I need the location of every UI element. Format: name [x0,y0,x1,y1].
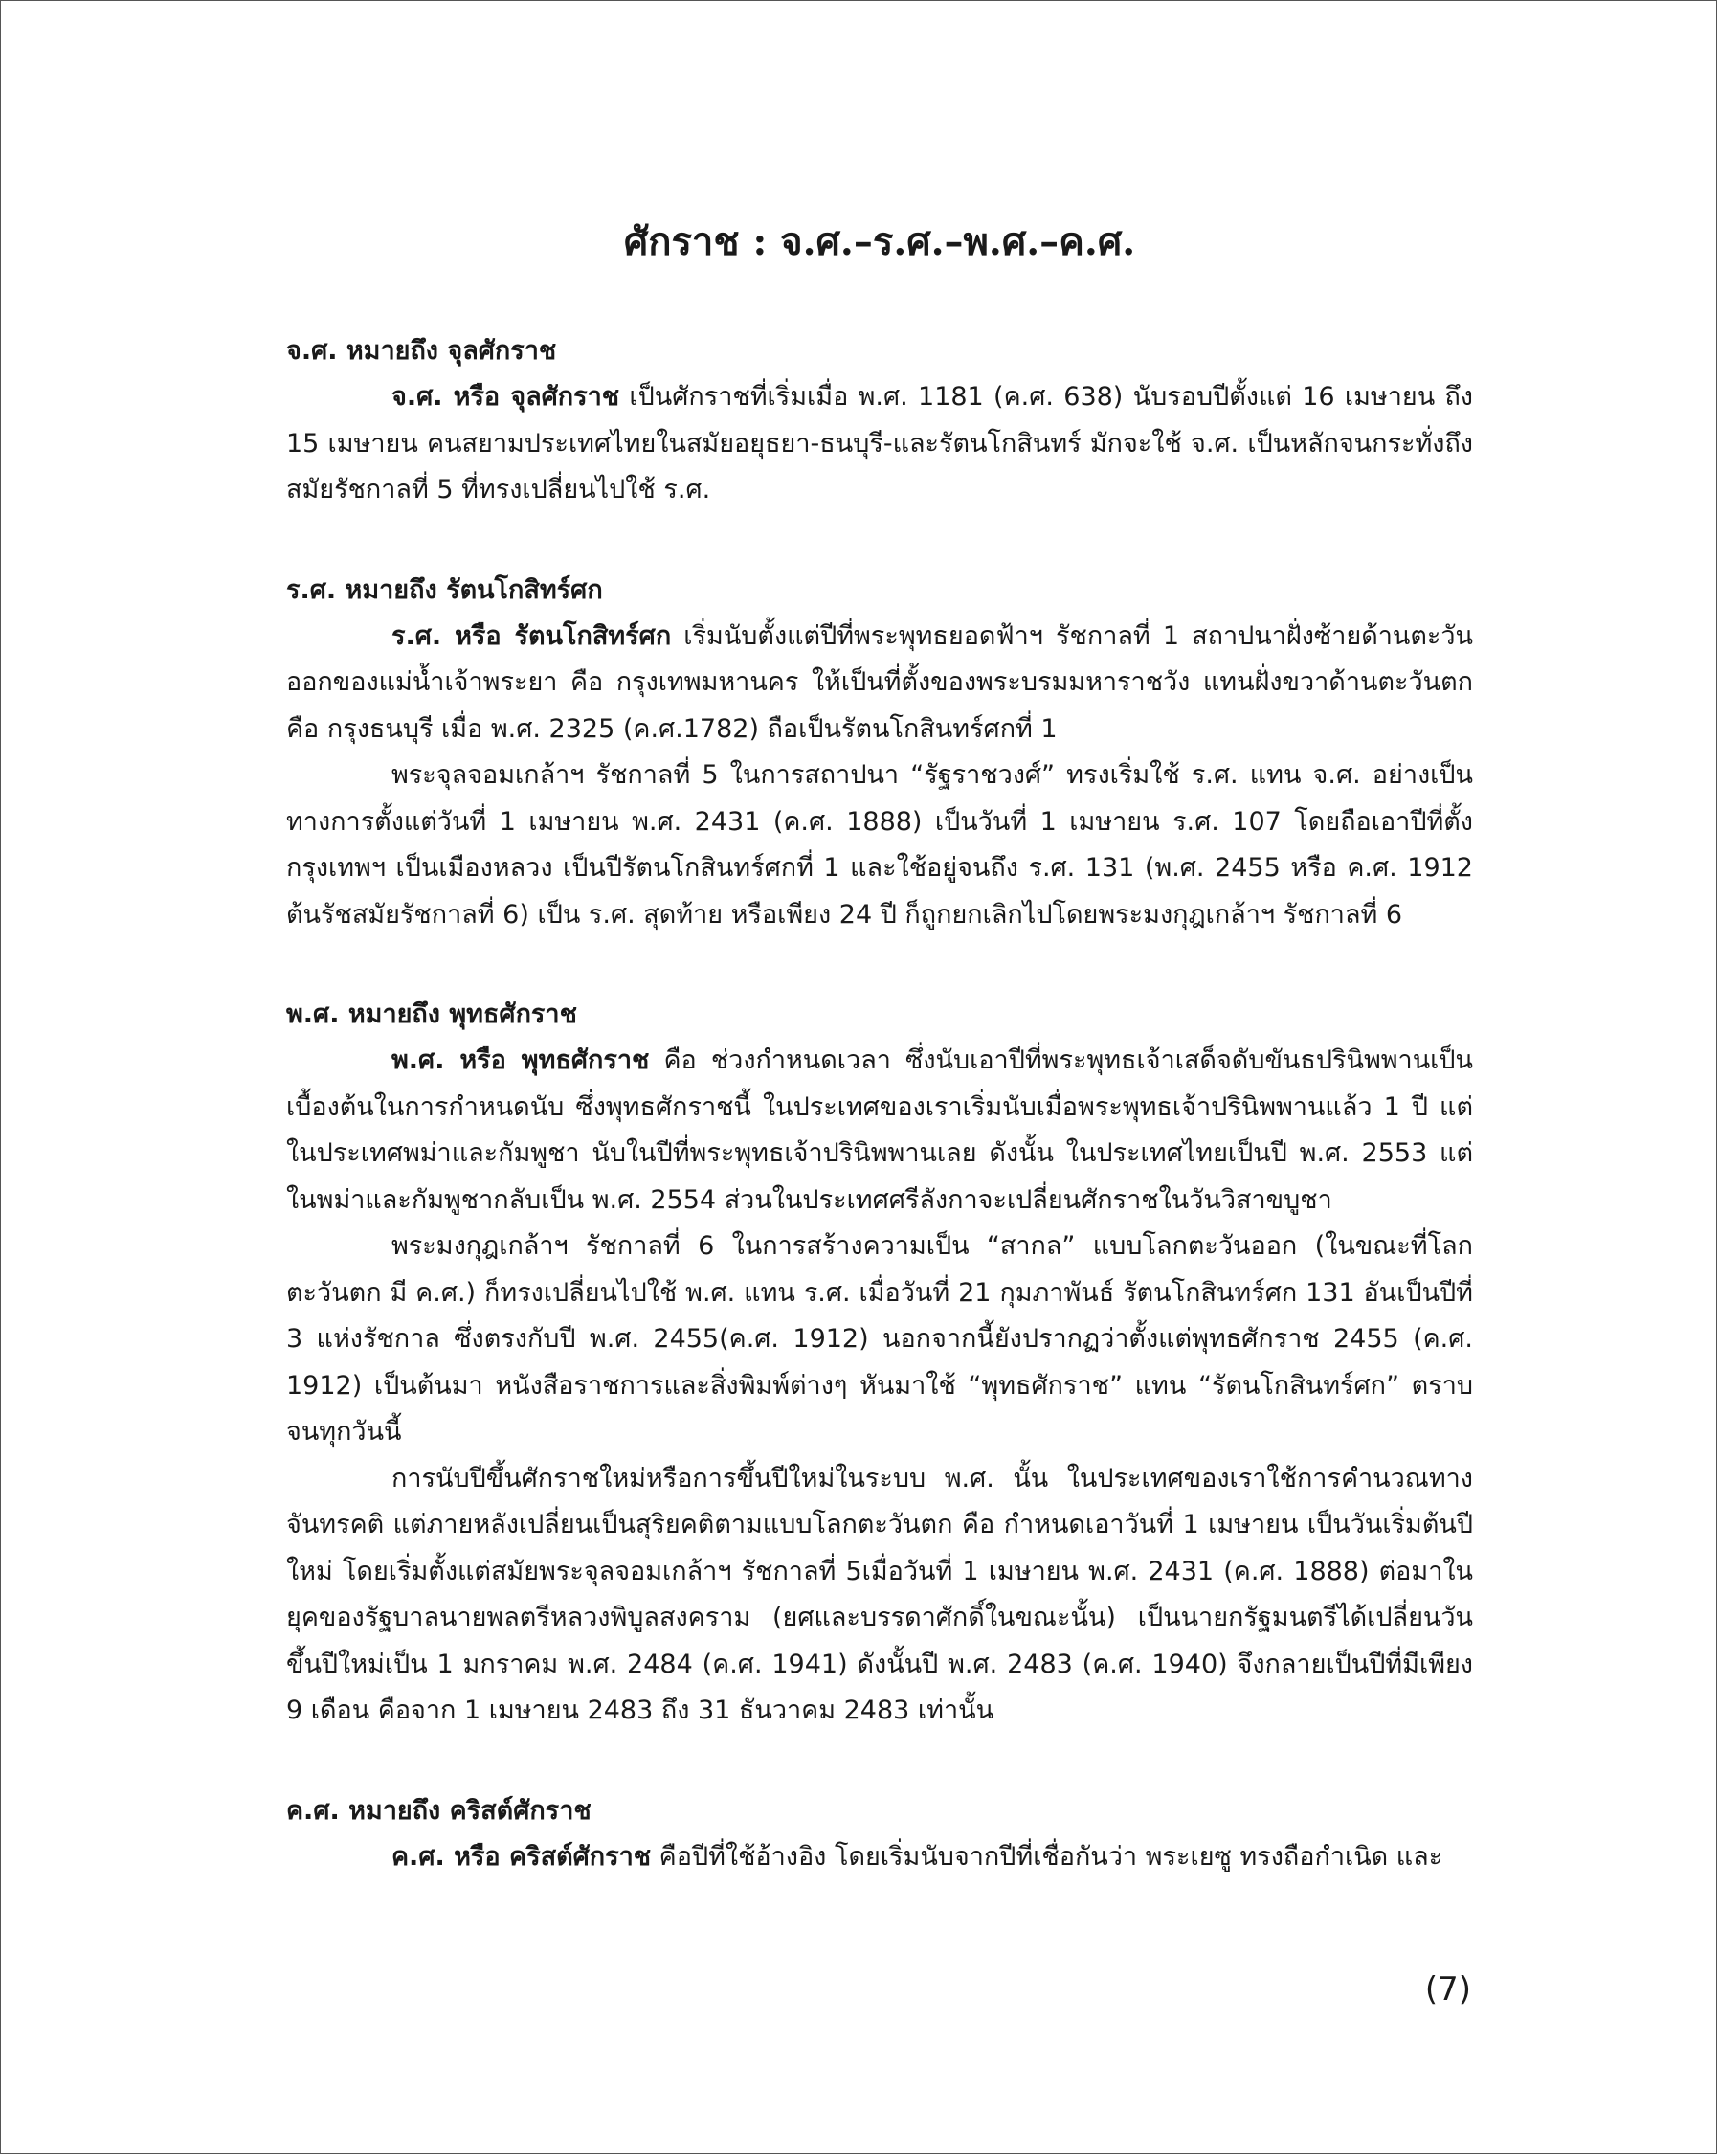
section-chula-sakarat [286,328,1473,514]
page-number: (7) [1424,1970,1471,2009]
paragraph-text: เป็นศักราชที่เริ่มเมื่อ พ.ศ. 1181 (ค.ศ. 638) นับรอบปีตั้งแต่ 16 เมษายน ถึง 15 เมษายน คนสยามประเทศไทยในสมัยอยุธยา-ธนบุรี-และรัตนโกสินทร์ มักจะใช้ จ.ศ. เป็นหลักจนกระทั่งถึงสมัยรัชกาลที่ 5 ที่ทรงเปลี่ยนไปใช้ ร.ศ. [286,382,1473,505]
paragraph [286,1224,1473,1456]
paragraph [286,752,1473,938]
paragraph [286,1038,1473,1224]
section-heading: พ.ศ. หมายถึง พุทธศักราช [286,999,577,1029]
section-christian-era [286,1788,1473,1881]
paragraph-text: พระจุลจอมเกล้าฯ รัชกาลที่ 5 ในการสถาปนา “รัฐราชวงศ์” ทรงเริ่มใช้ ร.ศ. แทน จ.ศ. อย่างเป็นทางการตั้งแต่วันที่ 1 เมษายน พ.ศ. 2431 (ค.ศ. 1888) เป็นวันที่ 1 เมษายน ร.ศ. 107 โดยถือเอาปีที่ตั้งกรุงเทพฯ เป็นเมืองหลวง เป็นปีรัตนโกสินทร์ศกที่ 1 และใช้อยู่จนถึง ร.ศ. 131 (พ.ศ. 2455 หรือ ค.ศ. 1912 ต้นรัชสมัยรัชกาลที่ 6) เป็น ร.ศ. สุดท้าย หรือเพียง 24 ปี ก็ถูกยกเลิกไปโดยพระมงกุฎเกล้าฯ รัชกาลที่ 6 [286,760,1473,930]
paragraph-lead: จ.ศ. หรือ จุลศักราช [391,382,620,412]
section-buddhist-era [286,992,1473,1735]
paragraph-text: คือ ช่วงกำหนดเวลา ซึ่งนับเอาปีที่พระพุทธเจ้าเสด็จดับขันธปรินิพพานเป็นเบื้องต้นในการกำหนดนับ ซึ่งพุทธศักราชนี้ ในประเทศของเราเริ่มนับเมื่อพระพุทธเจ้าปรินิพพานแล้ว 1 ปี แต่ในประเทศพม่าและกัมพูชา นับในปีที่พระพุทธเจ้าปรินิพพานเลย ดังนั้น ในประเทศไทยเป็นปี พ.ศ. 2553 แต่ในพม่าและกัมพูชากลับเป็น พ.ศ. 2554 ส่วนในประเทศศรีลังกาจะเปลี่ยนศักราชในวันวิสาขบูชา [286,1045,1473,1215]
section-heading: จ.ศ. หมายถึง จุลศักราช [286,336,557,366]
paragraph-text: การนับปีขึ้นศักราชใหม่หรือการขึ้นปีใหม่ในระบบ พ.ศ. นั้น ในประเทศของเราใช้การคำนวณทางจันทรคติ แต่ภายหลังเปลี่ยนเป็นสุริยคติตามแบบโลกตะวันตก คือ กำหนดเอาวันที่ 1 เมษายน เป็นวันเริ่มต้นปีใหม่ โดยเริ่มตั้งแต่สมัยพระจุลจอมเกล้าฯ รัชกาลที่ 5เมื่อวันที่ 1 เมษายน พ.ศ. 2431 (ค.ศ. 1888) ต่อมาในยุคของรัฐบาลนายพลตรีหลวงพิบูลสงคราม (ยศและบรรดาศักดิ์ในขณะนั้น) เป็นนายกรัฐมนตรีได้เปลี่ยนวันขึ้นปีใหม่เป็น 1 มกราคม พ.ศ. 2484 (ค.ศ. 1941) ดังนั้นปี พ.ศ. 2483 (ค.ศ. 1940) จึงกลายเป็นปีที่มีเพียง 9 เดือน คือจาก 1 เมษายน 2483 ถึง 31 ธันวาคม 2483 เท่านั้น [286,1463,1473,1725]
paragraph [286,374,1473,514]
paragraph-text: เริ่มนับตั้งแต่ปีที่พระพุทธยอดฟ้าฯ รัชกาลที่ 1 สถาปนาฝั่งซ้ายด้านตะวันออกของแม่น้ำเจ้าพระยา คือ กรุงเทพมหานคร ให้เป็นที่ตั้งของพระบรมมหาราชวัง แทนฝั่งขวาด้านตะวันตก คือ กรุงธนบุรี เมื่อ พ.ศ. 2325 (ค.ศ.1782) ถือเป็นรัตนโกสินทร์ศกที่ 1 [286,620,1473,744]
paragraph [286,1834,1473,1881]
page-title: ศักราช : จ.ศ.–ร.ศ.–พ.ศ.–ค.ศ. [623,219,1136,264]
page-content [286,213,1473,1934]
paragraph-text: คือปีที่ใช้อ้างอิง โดยเริ่มนับจากปีที่เชื่อกันว่า พระเยซู ทรงถือกำเนิด และ [651,1841,1443,1872]
paragraph [286,1456,1473,1735]
paragraph-lead: ร.ศ. หรือ รัตนโกสิทร์ศก [391,620,672,651]
section-heading: ร.ศ. หมายถึง รัตนโกสิทร์ศก [286,574,603,605]
section-rattanakosin-sok [286,568,1473,939]
paragraph-lead: ค.ศ. หรือ คริสต์ศักราช [391,1841,652,1872]
section-heading: ค.ศ. หมายถึง คริสต์ศักราช [286,1795,592,1826]
paragraph-text: พระมงกุฎเกล้าฯ รัชกาลที่ 6 ในการสร้างความเป็น “สากล” แบบโลกตะวันออก (ในขณะที่โลกตะวันตก มี ค.ศ.) ก็ทรงเปลี่ยนไปใช้ พ.ศ. แทน ร.ศ. เมื่อวันที่ 21 กุมภาพันธ์ รัตนโกสินทร์ศก 131 อันเป็นปีที่ 3 แห่งรัชกาล ซึ่งตรงกับปี พ.ศ. 2455(ค.ศ. 1912) นอกจากนี้ยังปรากฏว่าตั้งแต่พุทธศักราช 2455 (ค.ศ. 1912) เป็นต้นมา หนังสือราชการและสิ่งพิมพ์ต่างๆ หันมาใช้ “พุทธศักราช” แทน “รัตนโกสินทร์ศก” ตราบจนทุกวันนี้ [286,1231,1473,1447]
paragraph [286,614,1473,753]
paragraph-lead: พ.ศ. หรือ พุทธศักราช [391,1045,650,1075]
